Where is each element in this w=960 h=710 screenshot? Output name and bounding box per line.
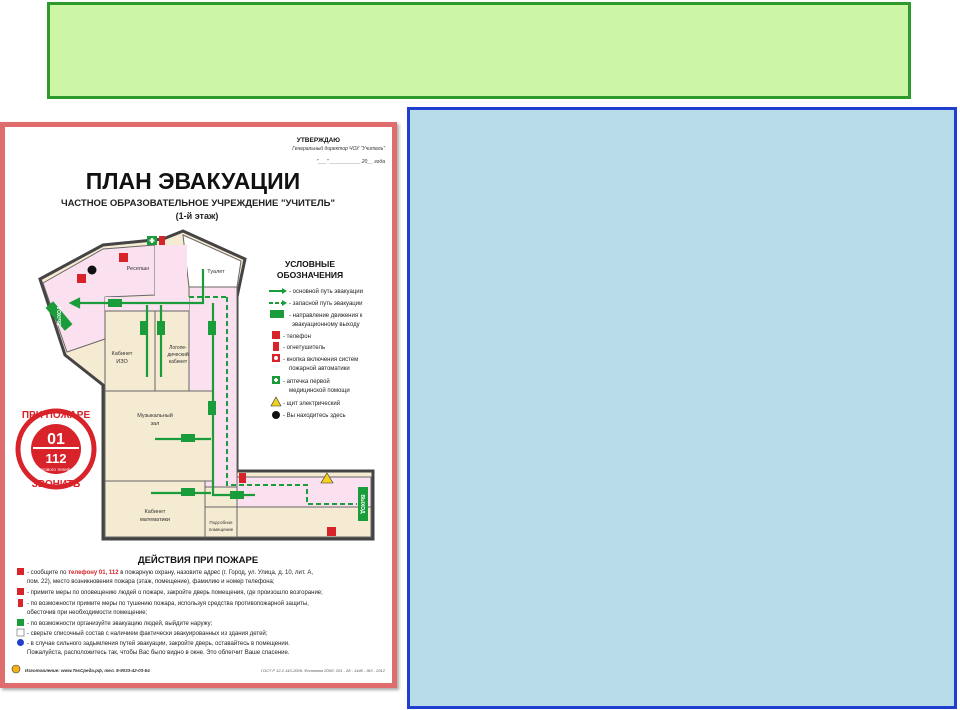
- footer-maker: Изготовление: www.ТехСреда.рф, тел. 8-9033-42-03-54: [25, 668, 150, 673]
- action-line-4: - по возможности примите меры по тушению пожара, используя средства противопожарной защиты,: [27, 601, 309, 607]
- legend-title-1: УСЛОВНЫЕ: [284, 259, 336, 269]
- direction-sign: [208, 321, 216, 335]
- label-music-2: зал: [150, 421, 160, 427]
- action-line-2: пом. 22), место возникновения пожара (этаж, помещение), фамилию и номер телефона;: [27, 579, 275, 585]
- emergency-call-badge: [18, 410, 94, 490]
- evacuation-plan-poster: [0, 122, 397, 688]
- legend-item: - кнопка включения систем: [283, 357, 359, 363]
- direction-sign: [230, 491, 244, 499]
- plan-organization: ЧАСТНОЕ ОБРАЗОВАТЕЛЬНОЕ УЧРЕЖДЕНИЕ "УЧИТЕЛЬ": [60, 198, 336, 209]
- label-music-1: Музыкальный: [137, 413, 173, 419]
- maker-logo-icon: [12, 665, 20, 673]
- alarm-button-icon: [77, 274, 86, 283]
- you-are-here-icon: [88, 266, 97, 275]
- approval-date-line: "___" ___________ 20__ года: [316, 159, 385, 165]
- action-extinguisher-icon: [18, 599, 23, 607]
- extinguisher-icon: [159, 236, 165, 245]
- slide-title-box: [47, 2, 911, 99]
- approval-position: Генеральный директор ЧОУ "Учитель": [292, 146, 385, 152]
- direction-sign: [108, 299, 122, 307]
- label-toilet: Туалет: [207, 269, 225, 275]
- corridor-east: [237, 477, 371, 507]
- action-info-icon: [17, 639, 24, 646]
- legend-item: - основной путь эвакуации: [289, 289, 363, 295]
- label-math-1: Кабинет: [144, 509, 166, 515]
- slide-content-box: [407, 107, 957, 709]
- legend-item: медицинской помощи: [289, 388, 350, 394]
- action-line-3: - примите меры по оповещению людей о пожаре, закройте дверь помещения, где произошло возгорание;: [27, 590, 323, 596]
- badge-bottom-text: ЗВОНИТЬ: [31, 479, 81, 490]
- actions-title: ДЕЙСТВИЯ ПРИ ПОЖАРЕ: [137, 555, 259, 566]
- label-izo-1: Кабинет: [111, 351, 133, 357]
- label-math-2: математики: [139, 517, 171, 523]
- label-reception: Ресепшн: [126, 266, 150, 272]
- badge-top-text: ПРИ ПОЖАРЕ: [21, 410, 91, 421]
- legend-you-are-here-icon: [272, 411, 280, 419]
- direction-sign: [157, 321, 165, 335]
- action-line-7: - сверьте списочный состав с наличием фактически эвакуированных из здания детей;: [27, 631, 268, 637]
- legend-phone-icon: [272, 331, 280, 339]
- legend-item: - направление движения к: [289, 313, 363, 319]
- direction-sign: [208, 401, 216, 415]
- alarm-button-icon: [327, 527, 336, 536]
- plan-floor: (1-й этаж): [175, 211, 219, 221]
- action-line-1: - сообщите по телефону 01, 112 в пожарную охрану, назовите адрес (г. Город, ул. Улица, д. 10, лит. А,: [27, 570, 313, 576]
- legend-main-route-arrow: [282, 288, 287, 294]
- action-line-6: - по возможности организуйте эвакуацию людей, выйдите наружу;: [27, 621, 213, 627]
- legend-title-2: ОБОЗНАЧЕНИЯ: [276, 270, 344, 280]
- legend-item: - огнетушитель: [283, 345, 326, 351]
- action-phone-icon: [17, 568, 24, 575]
- legend-alarm-button-dot: [274, 356, 278, 360]
- legend-item: пожарной автоматики: [289, 366, 350, 372]
- legend-item: - аптечка первой: [283, 379, 330, 385]
- action-list-icon: [17, 629, 24, 636]
- footer-gost: ГОСТ Р 12.2.143-2009. Фотолюм 200Л: 201 - 28 - 1440 - ЖЗ - 2012: [260, 668, 385, 673]
- legend-reserve-route-arrow: [282, 300, 287, 306]
- legend-item: - телефон: [283, 334, 311, 340]
- action-evacuate-icon: [17, 619, 24, 626]
- badge-mobile-text: с сотового телефона: [34, 467, 78, 472]
- legend-item: - щит электрический: [283, 401, 341, 407]
- corridor-top: [155, 245, 187, 297]
- legend-item: - запасной путь эвакуации: [289, 301, 363, 307]
- label-utility-2: помещение: [208, 527, 234, 532]
- exit-east: [358, 487, 368, 521]
- direction-sign: [181, 434, 195, 442]
- legend-electrical-panel-icon: [271, 397, 281, 406]
- room-music-hall: [105, 391, 213, 481]
- label-logo-2: дический: [167, 352, 189, 358]
- label-utility-1: Подсобное: [209, 520, 233, 525]
- direction-sign: [140, 321, 148, 335]
- evacuation-plan-drawing: [5, 127, 392, 683]
- label-logo-1: Логопе-: [169, 345, 187, 351]
- legend-direction-icon: [270, 310, 284, 318]
- exit-west-label: ВЫХОД: [57, 306, 63, 326]
- fire-actions: [17, 554, 323, 656]
- legend-item: эвакуационному выходу: [292, 322, 360, 328]
- badge-number-112: 112: [45, 451, 67, 466]
- legend-item: - Вы находитесь здесь: [283, 413, 346, 419]
- extinguisher-icon: [239, 473, 246, 483]
- plan-title: ПЛАН ЭВАКУАЦИИ: [85, 168, 301, 194]
- action-line-5: обесточив при необходимости помещение;: [27, 610, 148, 616]
- badge-number-01: 01: [47, 431, 65, 448]
- legend-extinguisher-icon: [273, 342, 279, 351]
- label-logo-3: кабинет: [168, 359, 188, 365]
- action-alarm-icon: [17, 588, 24, 595]
- legend-first-aid-cross-v: [275, 378, 277, 382]
- label-izo-2: ИЗО: [116, 359, 128, 365]
- first-aid-cross-v: [151, 238, 153, 243]
- action-line-9: Пожалуйста, расположитесь так, чтобы Вас было видно в окне. Это облегчит Ваше спасение.: [27, 650, 290, 656]
- approval-title: УТВЕРЖДАЮ: [296, 137, 340, 144]
- room-east: [237, 507, 371, 537]
- phone-icon: [119, 253, 128, 262]
- legend: [269, 259, 363, 419]
- direction-sign: [181, 488, 195, 496]
- exit-east-label: ВЫХОД: [359, 494, 365, 514]
- action-line-8: - в случае сильного задымления путей эвакуации, закройте дверь, оставайтесь в помещении.: [27, 641, 290, 647]
